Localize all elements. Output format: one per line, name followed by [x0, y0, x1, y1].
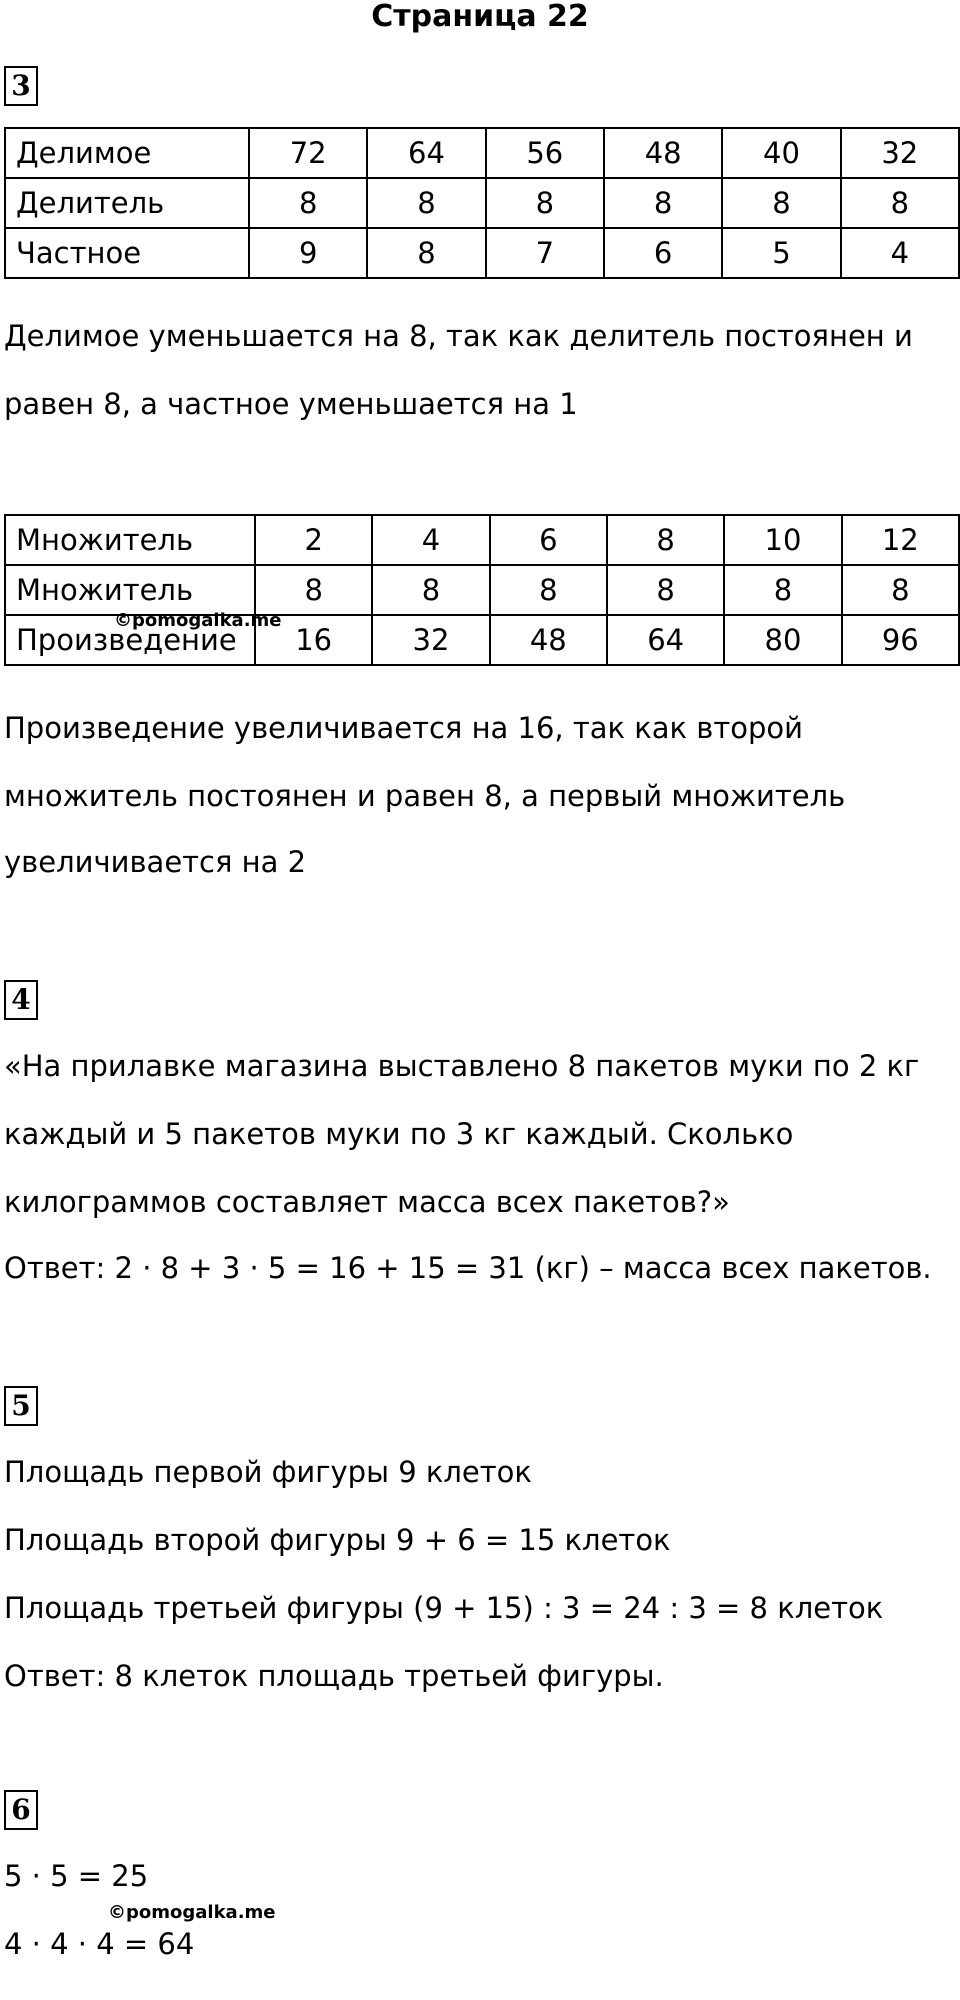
task-number-3: 3 — [4, 66, 38, 106]
table-cell: 64 — [367, 128, 485, 178]
table-cell: 32 — [841, 128, 959, 178]
table-row — [5, 515, 959, 565]
table-row — [5, 228, 959, 278]
table-cell: 5 — [722, 228, 840, 278]
table-cell: 4 — [841, 228, 959, 278]
table-cell: 6 — [490, 515, 607, 565]
solution-line: 5 · 5 = 25 — [4, 1859, 149, 1893]
table-row — [5, 565, 959, 615]
table-cell: 12 — [842, 515, 959, 565]
table-cell: 8 — [724, 565, 841, 615]
explanation-line: множитель постоянен и равен 8, а первый множитель — [4, 779, 846, 813]
table-cell: 4 — [372, 515, 489, 565]
task-number-4: 4 — [4, 980, 38, 1020]
table-cell: 6 — [604, 228, 722, 278]
watermark: ©pomogalka.me — [114, 610, 282, 631]
row-label: Произведение — [5, 615, 255, 665]
table-row — [5, 128, 959, 178]
division-table — [4, 127, 960, 279]
answer-line: Ответ: 8 клеток площадь третьей фигуры. — [4, 1659, 664, 1693]
table-cell: 10 — [724, 515, 841, 565]
explanation-line: Произведение увеличивается на 16, так как второй — [4, 711, 804, 745]
problem-line: «На прилавке магазина выставлено 8 пакетов муки по 2 кг — [4, 1049, 920, 1083]
problem-line: килограммов составляет масса всех пакетов?» — [4, 1185, 730, 1219]
multiplication-table — [4, 514, 960, 666]
row-label: Частное — [5, 228, 249, 278]
table-cell: 72 — [249, 128, 367, 178]
answer-line: Ответ: 2 · 8 + 3 · 5 = 16 + 15 = 31 (кг) – масса всех пакетов. — [4, 1251, 932, 1285]
row-label: Делимое — [5, 128, 249, 178]
solution-line: Площадь второй фигуры 9 + 6 = 15 клеток — [4, 1523, 671, 1557]
table-cell: 8 — [372, 565, 489, 615]
table-cell: 8 — [841, 178, 959, 228]
table-cell: 56 — [486, 128, 604, 178]
table-cell: 8 — [486, 178, 604, 228]
table-cell: 8 — [607, 565, 724, 615]
table-cell: 8 — [367, 178, 485, 228]
task-number-6: 6 — [4, 1790, 38, 1830]
table-cell: 8 — [604, 178, 722, 228]
row-label: Делитель — [5, 178, 249, 228]
explanation-line: Делимое уменьшается на 8, так как делитель постоянен и — [4, 319, 913, 353]
table-cell: 8 — [490, 565, 607, 615]
table-cell: 32 — [372, 615, 489, 665]
table-cell: 8 — [842, 565, 959, 615]
table-cell: 16 — [255, 615, 372, 665]
row-label: Множитель — [5, 565, 255, 615]
table-cell: 8 — [367, 228, 485, 278]
page-title: Страница 22 — [371, 0, 589, 34]
table-cell: 8 — [722, 178, 840, 228]
solution-line: 4 · 4 · 4 = 64 — [4, 1927, 195, 1961]
table-cell: 80 — [724, 615, 841, 665]
table-cell: 8 — [249, 178, 367, 228]
table-cell: 96 — [842, 615, 959, 665]
explanation-line: увеличивается на 2 — [4, 845, 307, 879]
solution-line: Площадь третьей фигуры (9 + 15) : 3 = 24 : 3 = 8 клеток — [4, 1591, 884, 1625]
table-cell: 7 — [486, 228, 604, 278]
table-cell: 64 — [607, 615, 724, 665]
table-cell: 48 — [604, 128, 722, 178]
task-number-5: 5 — [4, 1386, 38, 1426]
table-cell: 8 — [255, 565, 372, 615]
watermark: ©pomogalka.me — [108, 1902, 276, 1923]
table-row — [5, 178, 959, 228]
table-cell: 40 — [722, 128, 840, 178]
problem-line: каждый и 5 пакетов муки по 3 кг каждый. Сколько — [4, 1117, 794, 1151]
table-cell: 48 — [490, 615, 607, 665]
table-cell: 2 — [255, 515, 372, 565]
table-cell: 9 — [249, 228, 367, 278]
explanation-line: равен 8, а частное уменьшается на 1 — [4, 387, 578, 421]
solution-line: Площадь первой фигуры 9 клеток — [4, 1455, 532, 1489]
row-label: Множитель — [5, 515, 255, 565]
table-cell: 8 — [607, 515, 724, 565]
